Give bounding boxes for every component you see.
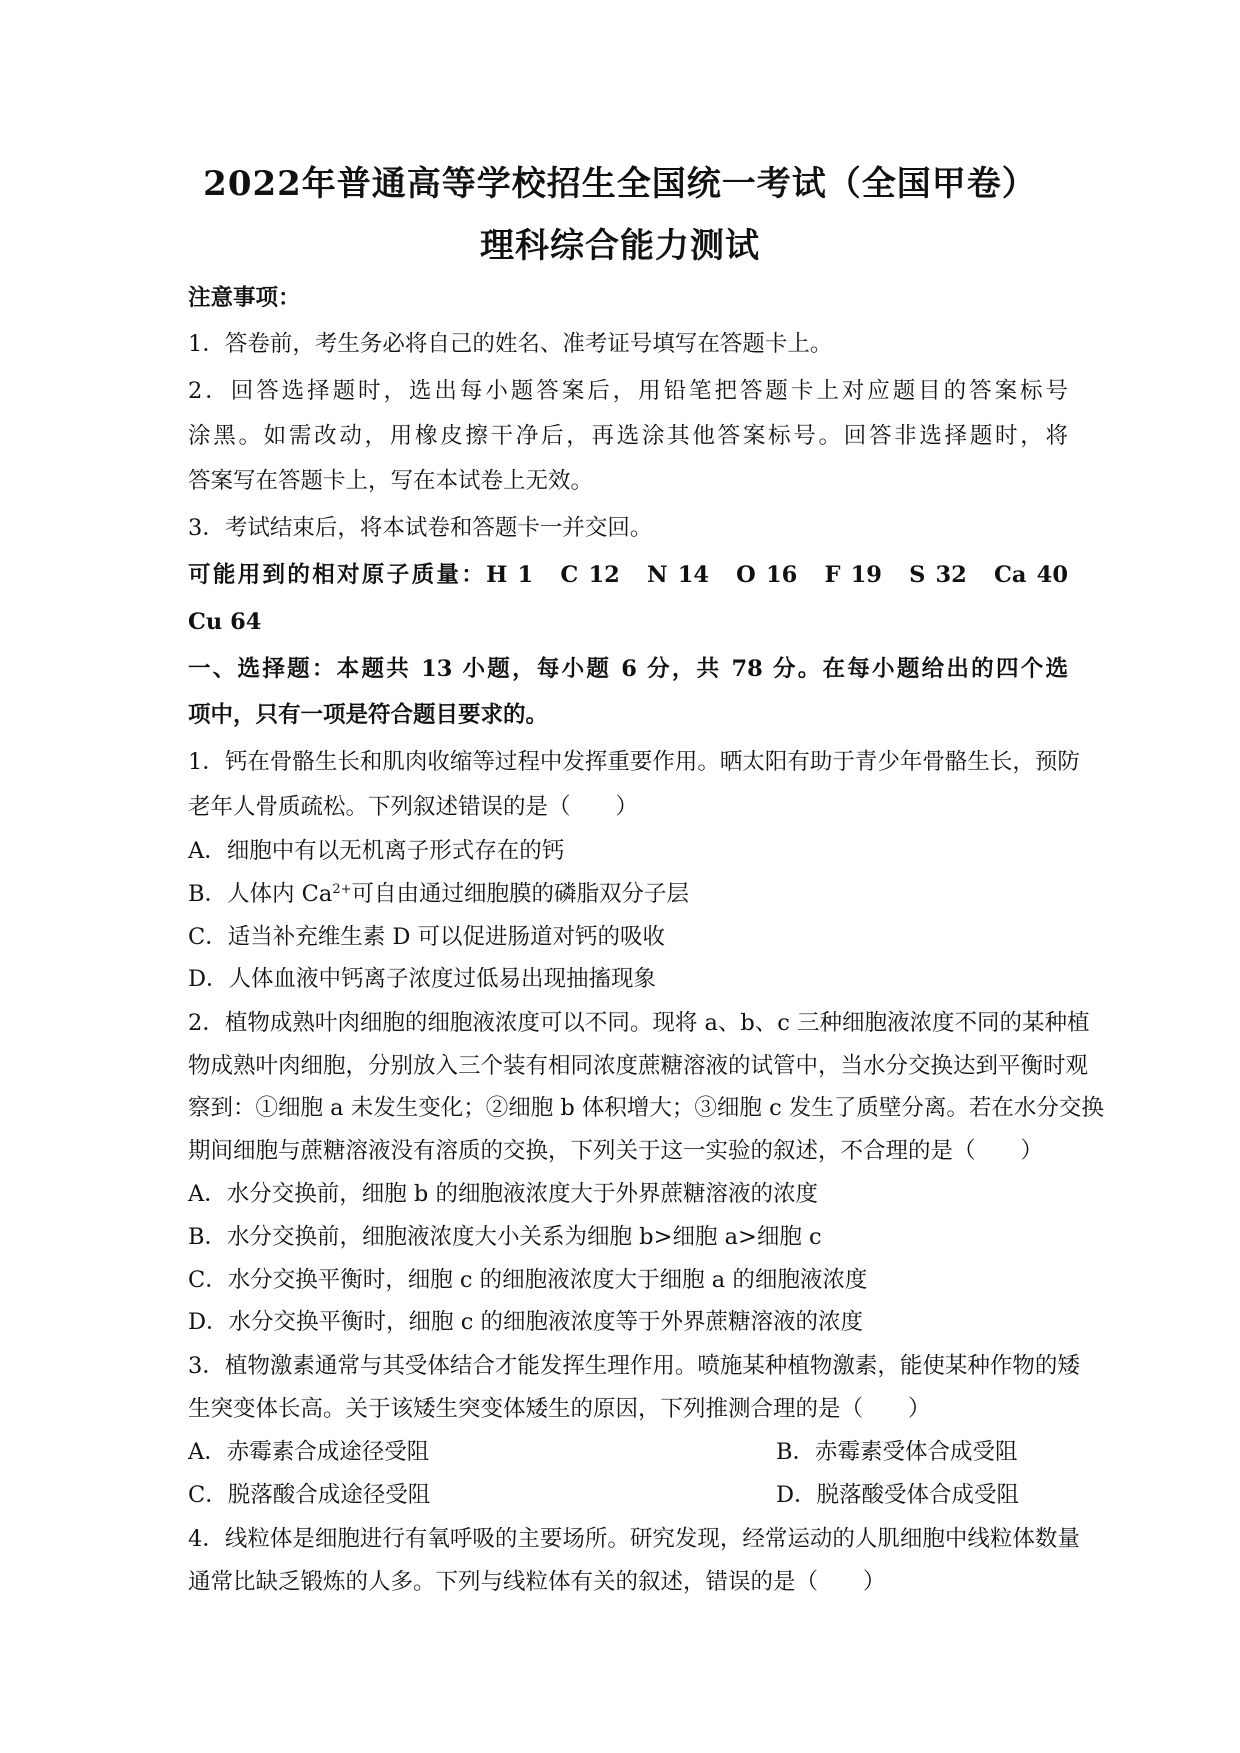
- section-heading-line-2: 项中，只有一项是符合题目要求的。: [188, 702, 549, 728]
- q3-option-c: C．脱落酸合成途径受阻: [188, 1482, 431, 1508]
- notes-item-2-line-1: 2．回答选择题时，选出每小题答案后，用铅笔把答题卡上对应题目的答案标号: [188, 378, 1068, 404]
- q2-option-a: A．水分交换前，细胞 b 的细胞液浓度大于外界蔗糖溶液的浓度: [188, 1181, 818, 1207]
- q4-stem-line-2: 通常比缺乏锻炼的人多。下列与线粒体有关的叙述，错误的是（ ）: [188, 1569, 886, 1595]
- q2-stem-line-2: 物成熟叶肉细胞，分别放入三个装有相同浓度蔗糖溶液的试管中，当水分交换达到平衡时观: [188, 1053, 1089, 1079]
- q1-option-a: A．细胞中有以无机离子形式存在的钙: [188, 838, 565, 864]
- exam-title: 2022年普通高等学校招生全国统一考试（全国甲卷）: [203, 164, 1037, 204]
- q1-option-b-rest: 可自由通过细胞膜的磷脂双分子层: [351, 881, 690, 907]
- q3-stem-line-1: 3．植物激素通常与其受体结合才能发挥生理作用。喷施某种植物激素，能使某种作物的矮: [188, 1353, 1080, 1379]
- q1-option-c: C．适当补充维生素 D 可以促进肠道对钙的吸收: [188, 924, 666, 950]
- q3-option-b: B．赤霉素受体合成受阻: [776, 1439, 1018, 1465]
- q3-options-row-2: [188, 1480, 1068, 1510]
- notes-item-2-line-2: 涂黑。如需改动，用橡皮擦干净后，再选涂其他答案标号。回答非选择题时，将: [188, 423, 1068, 449]
- q2-stem-line-4: 期间细胞与蔗糖溶液没有溶质的交换，下列关于这一实验的叙述，不合理的是（ ）: [188, 1138, 1044, 1164]
- notes-item-3: 3．考试结束后，将本试卷和答题卡一并交回。: [188, 515, 653, 541]
- q2-stem-line-3: 察到：①细胞 a 未发生变化；②细胞 b 体积增大；③细胞 c 发生了质壁分离。若在水分交换: [188, 1095, 1104, 1121]
- q3-options-row-1: [188, 1437, 1068, 1467]
- q1-option-d: D．人体血液中钙离子浓度过低易出现抽搐现象: [188, 966, 657, 992]
- q1-option-b: [188, 879, 1068, 909]
- q1-stem-line-2: 老年人骨质疏松。下列叙述错误的是（ ）: [188, 794, 639, 820]
- q1-option-b-text: B．人体内 Ca: [188, 881, 333, 907]
- q3-stem-line-2: 生突变体长高。关于该矮生突变体矮生的原因，下列推测合理的是（ ）: [188, 1396, 931, 1422]
- notes-item-1: 1．答卷前，考生务必将自己的姓名、准考证号填写在答题卡上。: [188, 331, 833, 357]
- q2-option-b: B．水分交换前，细胞液浓度大小关系为细胞 b>细胞 a>细胞 c: [188, 1224, 822, 1250]
- section-heading-line-1: 一、选择题：本题共 13 小题，每小题 6 分，共 78 分。在每小题给出的四个选: [188, 656, 1068, 682]
- atomic-mass-line-1: 可能用到的相对原子质量：H 1 C 12 N 14 O 16 F 19 S 32 Ca 40: [188, 562, 1068, 588]
- q3-option-a: A．赤霉素合成途径受阻: [188, 1439, 430, 1465]
- q1-option-b-superscript: 2+: [332, 882, 352, 897]
- q2-option-c: C．水分交换平衡时，细胞 c 的细胞液浓度大于细胞 a 的细胞液浓度: [188, 1267, 868, 1293]
- notes-heading: 注意事项：: [188, 285, 301, 311]
- q1-stem-line-1: 1．钙在骨骼生长和肌肉收缩等过程中发挥重要作用。晒太阳有助于青少年骨骼生长，预防: [188, 749, 1080, 775]
- q2-option-d: D．水分交换平衡时，细胞 c 的细胞液浓度等于外界蔗糖溶液的浓度: [188, 1309, 863, 1335]
- q4-stem-line-1: 4．线粒体是细胞进行有氧呼吸的主要场所。研究发现，经常运动的人肌细胞中线粒体数量: [188, 1526, 1080, 1552]
- q3-option-d: D．脱落酸受体合成受阻: [776, 1482, 1020, 1508]
- atomic-mass-line-2: Cu 64: [188, 609, 262, 635]
- notes-item-2-line-3: 答案写在答题卡上，写在本试卷上无效。: [188, 468, 594, 494]
- exam-subtitle: 理科综合能力测试: [480, 226, 760, 266]
- q2-stem-line-1: 2．植物成熟叶肉细胞的细胞液浓度可以不同。现将 a、b、c 三种细胞液浓度不同的某种植: [188, 1010, 1090, 1036]
